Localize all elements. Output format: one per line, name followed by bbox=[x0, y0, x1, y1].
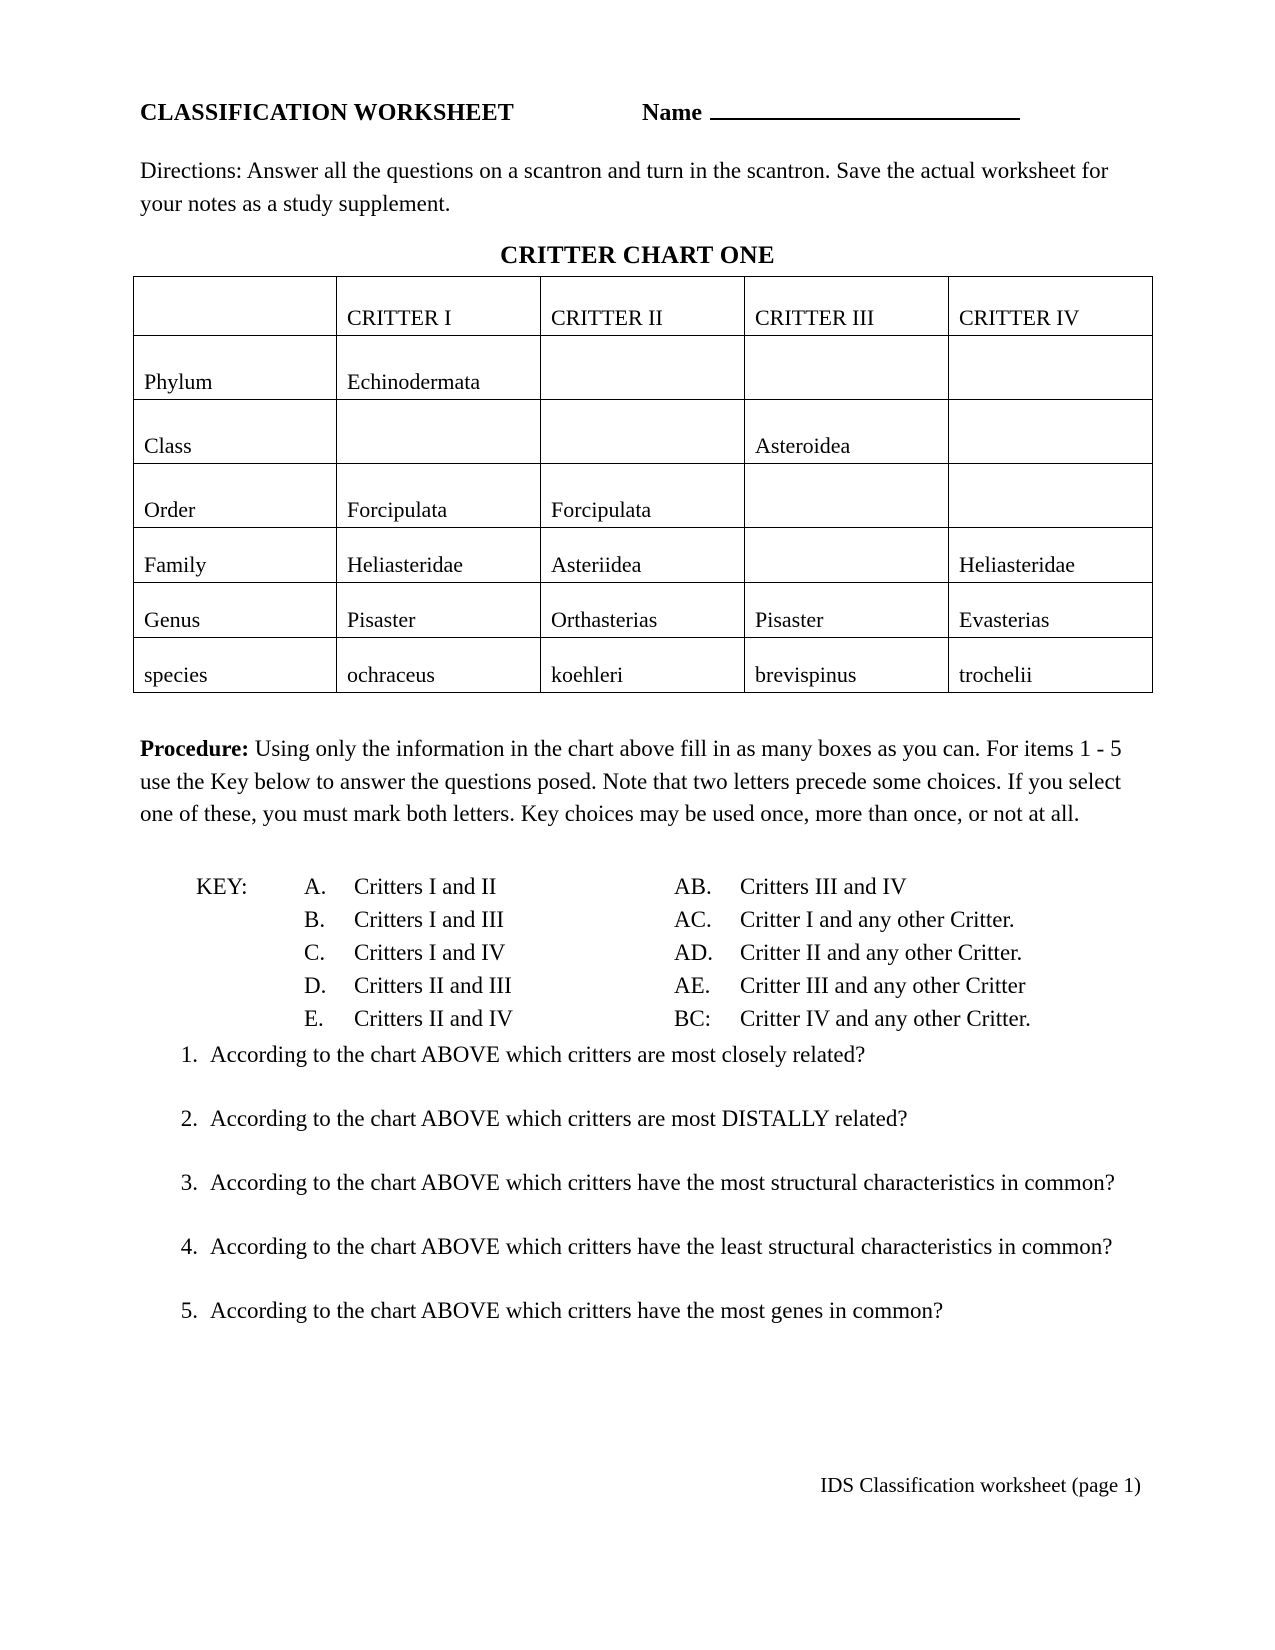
table-row bbox=[134, 464, 1153, 528]
question-item bbox=[160, 1232, 1160, 1262]
cell-order-critter-2[interactable]: Forcipulata bbox=[541, 464, 745, 528]
table-row bbox=[134, 528, 1153, 583]
key-right-text-ad[interactable]: Critter II and any other Critter. bbox=[740, 940, 1023, 966]
row-label-class: Class bbox=[134, 400, 337, 464]
key-right-text-ac[interactable]: Critter I and any other Critter. bbox=[740, 907, 1015, 933]
key-right-letter-ab: AB. bbox=[674, 874, 712, 899]
cell-genus-critter-4[interactable]: Evasterias bbox=[949, 583, 1153, 638]
key-left-text-b[interactable]: Critters I and III bbox=[354, 907, 505, 933]
row-label-species: species bbox=[134, 638, 337, 693]
table-header-row bbox=[134, 277, 1153, 336]
name-label: Name bbox=[642, 100, 702, 126]
key-row bbox=[196, 972, 1031, 1005]
header-cell-critter-3: CRITTER III bbox=[745, 277, 949, 336]
cell-class-critter-2[interactable] bbox=[541, 400, 745, 464]
key-left-letter-d: D. bbox=[304, 973, 327, 999]
question-number: 5. bbox=[180, 1297, 198, 1323]
cell-phylum-critter-1[interactable]: Echinodermata bbox=[337, 336, 541, 400]
question-text: According to the chart ABOVE which critters are most closely related? bbox=[210, 1042, 866, 1067]
key-right-letter-ac: AC. bbox=[674, 907, 712, 933]
table-row bbox=[134, 400, 1153, 464]
page-header bbox=[140, 100, 1140, 127]
table-row bbox=[134, 583, 1153, 638]
key-left-text-a[interactable]: Critters I and II bbox=[354, 874, 497, 899]
table-row bbox=[134, 336, 1153, 400]
cell-species-critter-2[interactable]: koehleri bbox=[541, 638, 745, 693]
header-cell-critter-1: CRITTER I bbox=[337, 277, 541, 336]
cell-family-critter-2[interactable]: Asteriidea bbox=[541, 528, 745, 583]
row-label-order: Order bbox=[134, 464, 337, 528]
cell-species-critter-1[interactable]: ochraceus bbox=[337, 638, 541, 693]
chart-title: CRITTER CHART ONE bbox=[500, 242, 775, 269]
key-spacer bbox=[196, 906, 304, 939]
questions-list bbox=[160, 1040, 1160, 1359]
question-item bbox=[160, 1040, 1160, 1070]
row-label-phylum: Phylum bbox=[134, 336, 337, 400]
key-left-letter-a: A. bbox=[304, 874, 327, 899]
cell-species-critter-4[interactable]: trochelii bbox=[949, 638, 1153, 693]
cell-class-critter-1[interactable] bbox=[337, 400, 541, 464]
procedure-text: Using only the information in the chart above fill in as many boxes as you can. For items 1 - 5 use the Key below to answer the questions posed. Note that two letters precede some choices. If you select one of these, you must mark both letters. Key choices may be used once, more than once, or not at all. bbox=[140, 736, 1122, 827]
critter-chart-table bbox=[133, 276, 1153, 693]
name-group bbox=[642, 100, 1020, 127]
key-left-letter-e: E. bbox=[304, 1006, 324, 1032]
cell-order-critter-1[interactable]: Forcipulata bbox=[337, 464, 541, 528]
row-label-genus: Genus bbox=[134, 583, 337, 638]
key-right-text-bc[interactable]: Critter IV and any other Critter. bbox=[740, 1006, 1031, 1032]
question-number: 2. bbox=[180, 1105, 198, 1131]
directions-paragraph: Directions: Answer all the questions on a scantron and turn in the scantron. Save the actual worksheet for your notes as a study supplement. bbox=[140, 158, 1109, 216]
cell-genus-critter-3[interactable]: Pisaster bbox=[745, 583, 949, 638]
key-right-text-ab[interactable]: Critters III and IV bbox=[740, 874, 907, 899]
row-label-family: Family bbox=[134, 528, 337, 583]
key-spacer bbox=[196, 972, 304, 1005]
question-item bbox=[160, 1168, 1160, 1198]
key-left-letter-b: B. bbox=[304, 907, 326, 933]
key-row bbox=[196, 939, 1031, 972]
question-text: According to the chart ABOVE which critters have the least structural characteristics in common? bbox=[210, 1233, 1113, 1259]
key-spacer bbox=[196, 939, 304, 972]
cell-phylum-critter-3[interactable] bbox=[745, 336, 949, 400]
key-label: KEY: bbox=[196, 874, 248, 899]
header-cell-critter-2: CRITTER II bbox=[541, 277, 745, 336]
key-right-letter-bc: BC: bbox=[674, 1006, 712, 1032]
key-right-letter-ad: AD. bbox=[674, 940, 713, 966]
cell-phylum-critter-2[interactable] bbox=[541, 336, 745, 400]
key-table bbox=[196, 873, 1031, 1038]
key-right-text-ae[interactable]: Critter III and any other Critter bbox=[740, 973, 1026, 999]
cell-family-critter-4[interactable]: Heliasteridae bbox=[949, 528, 1153, 583]
key-left-text-d[interactable]: Critters II and III bbox=[354, 973, 512, 999]
cell-genus-critter-2[interactable]: Orthasterias bbox=[541, 583, 745, 638]
cell-species-critter-3[interactable]: brevispinus bbox=[745, 638, 949, 693]
header-cell-critter-4: CRITTER IV bbox=[949, 277, 1153, 336]
question-text: According to the chart ABOVE which critters have the most structural characteristics in common? bbox=[210, 1169, 1116, 1195]
key-left-text-e[interactable]: Critters II and IV bbox=[354, 1006, 514, 1032]
page-footer: IDS Classification worksheet (page 1) bbox=[820, 1473, 1141, 1497]
key-left-letter-c: C. bbox=[304, 940, 326, 966]
question-item bbox=[160, 1104, 1160, 1134]
cell-phylum-critter-4[interactable] bbox=[949, 336, 1153, 400]
key-row bbox=[196, 873, 1031, 906]
name-blank-line[interactable] bbox=[710, 100, 1020, 120]
procedure-label: Procedure: bbox=[140, 736, 250, 761]
cell-family-critter-3[interactable] bbox=[745, 528, 949, 583]
question-item bbox=[160, 1296, 1160, 1326]
cell-genus-critter-1[interactable]: Pisaster bbox=[337, 583, 541, 638]
procedure-paragraph bbox=[140, 733, 1138, 831]
key-row bbox=[196, 1005, 1031, 1038]
key-right-letter-ae: AE. bbox=[674, 973, 711, 999]
key-left-text-c[interactable]: Critters I and IV bbox=[354, 940, 506, 966]
question-number: 3. bbox=[180, 1169, 198, 1195]
cell-order-critter-4[interactable] bbox=[949, 464, 1153, 528]
cell-order-critter-3[interactable] bbox=[745, 464, 949, 528]
key-row bbox=[196, 906, 1031, 939]
question-text: According to the chart ABOVE which critters have the most genes in common? bbox=[210, 1297, 944, 1323]
page-title: CLASSIFICATION WORKSHEET bbox=[140, 100, 515, 126]
table-row bbox=[134, 638, 1153, 693]
question-number: 1. bbox=[180, 1042, 198, 1067]
key-block bbox=[196, 873, 1076, 1038]
question-number: 4. bbox=[180, 1233, 198, 1259]
question-text: According to the chart ABOVE which critters are most DISTALLY related? bbox=[210, 1105, 908, 1131]
key-spacer bbox=[196, 1005, 304, 1038]
header-cell-blank bbox=[134, 277, 337, 336]
cell-class-critter-3[interactable]: Asteroidea bbox=[745, 400, 949, 464]
cell-class-critter-4[interactable] bbox=[949, 400, 1153, 464]
cell-family-critter-1[interactable]: Heliasteridae bbox=[337, 528, 541, 583]
